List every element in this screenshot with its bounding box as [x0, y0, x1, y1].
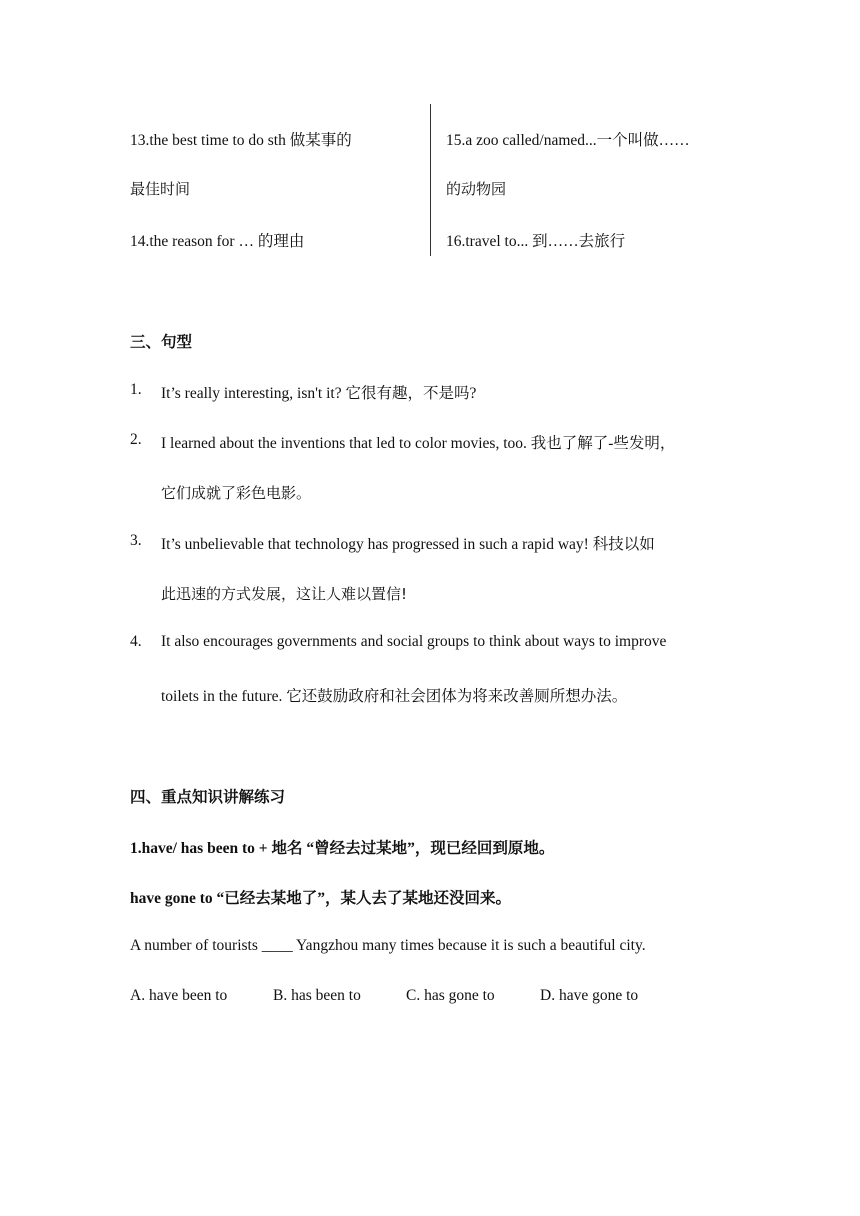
section-3-title: 三、句型: [130, 333, 193, 351]
sentence-text: It also encourages governments and social groups to think about ways to improve: [161, 633, 667, 650]
option-b: B. has been to: [273, 987, 361, 1004]
vocab-item-14: 14.the reason for … 的理由: [130, 233, 305, 250]
vocab-item-16: 16.travel to... 到……去旅行: [446, 233, 626, 250]
sentence-number: 4.: [130, 633, 142, 650]
sentence-text: It’s unbelievable that technology has progressed in such a rapid way! 科技以如: [161, 536, 655, 553]
sentence-number: 3.: [130, 532, 142, 549]
option-c: C. has gone to: [406, 987, 495, 1004]
practice-question: A number of tourists ____ Yangzhou many times because it is such a beautiful city.: [130, 937, 646, 954]
sentence-text: It’s really interesting, isn't it? 它很有趣，不是吗?: [161, 385, 477, 402]
option-a: A. have been to: [130, 987, 228, 1004]
sentence-text-continued: toilets in the future. 它还鼓励政府和社会团体为将来改善厕所想办法。: [161, 688, 628, 705]
grammar-point-1: 1.have/ has been to + 地名 “曾经去过某地”，现已经回到原地。: [130, 840, 555, 857]
section-4-title: 四、重点知识讲解练习: [130, 788, 286, 806]
sentence-text-continued: 此迅速的方式发展，这让人难以置信!: [161, 585, 408, 603]
option-d: D. have gone to: [540, 987, 639, 1004]
grammar-point-2: have gone to “已经去某地了”，某人去了某地还没回来。: [130, 890, 512, 907]
sentence-text: I learned about the inventions that led to color movies, too. 我也了解了-些发明，: [161, 435, 676, 452]
vocab-item-15-line1: 15.a zoo called/named...一个叫做……: [446, 132, 690, 149]
vocab-item-13-line1: 13.the best time to do sth 做某事的: [130, 132, 352, 149]
sentence-text-continued: 它们成就了彩色电影。: [161, 484, 312, 502]
sentence-number: 1.: [130, 381, 142, 398]
sentence-number: 2.: [130, 431, 142, 448]
vocab-item-13-line2: 最佳时间: [130, 180, 191, 198]
column-divider: [430, 104, 431, 256]
vocab-item-15-line2: 的动物园: [446, 180, 507, 198]
